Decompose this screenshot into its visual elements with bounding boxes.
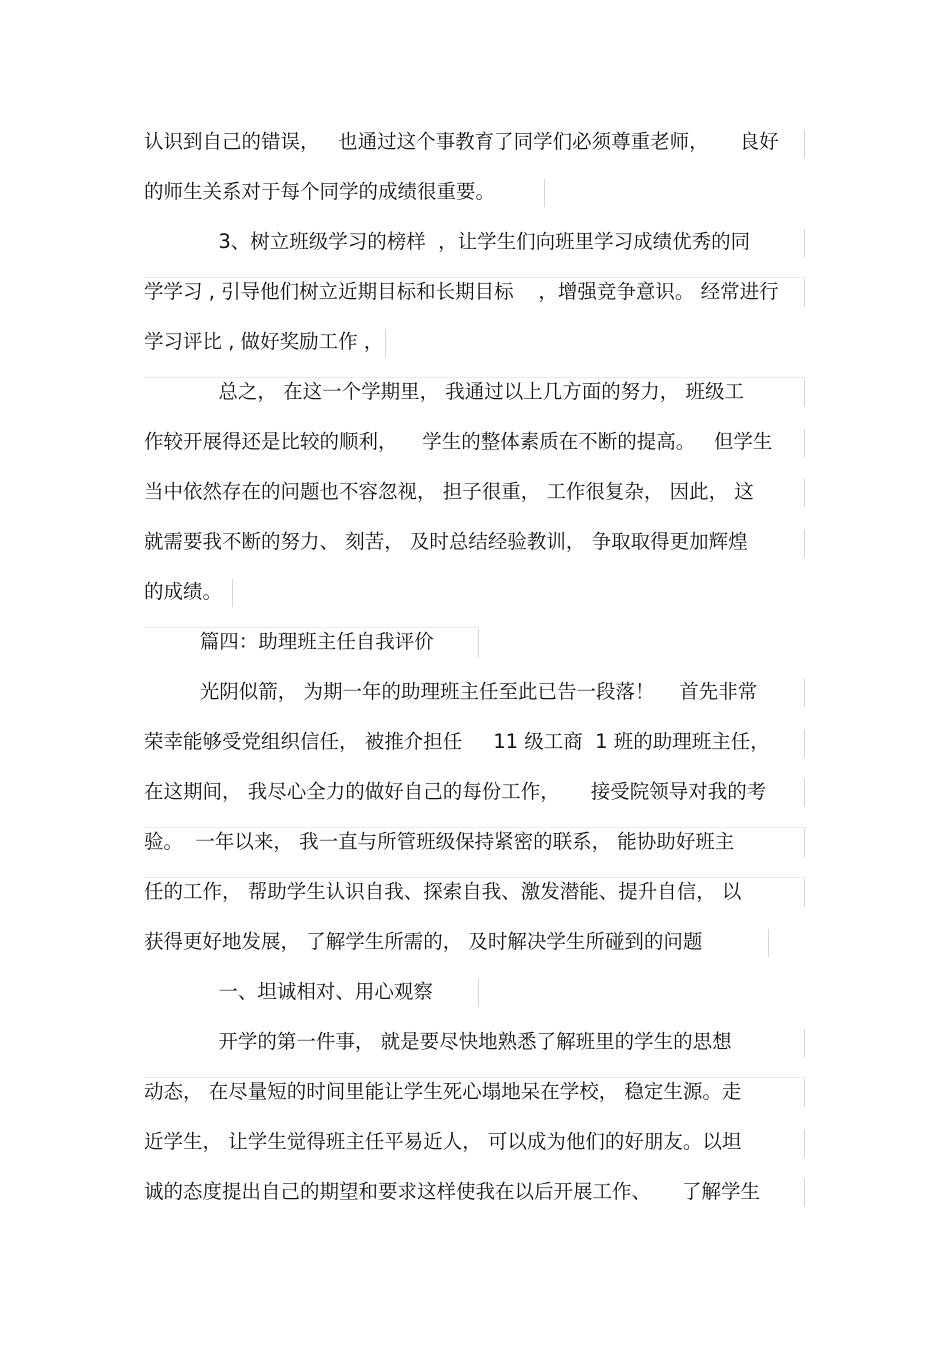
faint-rule [144,377,806,378]
text-line: 荣幸能够受党组织信任， 被推介担任 11 级工商 1 班的助理班主任， [144,730,770,753]
text-line: 学习评比 , 做好奖励工作 ， [144,330,384,353]
text-line: 近学生， 让学生觉得班主任平易近人， 可以成为他们的好朋友。以坦 [144,1130,742,1153]
margin-mark [804,1079,805,1107]
subsection-heading: 一、坦诚相对、用心观察 [144,980,433,1003]
margin-mark [804,229,805,257]
faint-rule [144,277,806,278]
text-line: 验。 一年以来， 我一直与所管班级保持紧密的联系， 能协助好班主 [144,830,735,853]
margin-mark [804,130,805,158]
text-line: 认识到自己的错误， 也通过这个事教育了同学们必须尊重老师， 良好 [144,130,779,153]
text-line: 获得更好地发展， 了解学生所需的， 及时解决学生所碰到的问题 [144,930,703,953]
margin-mark [478,979,479,1007]
margin-mark [804,729,805,757]
margin-mark [544,179,545,207]
margin-mark [232,579,233,607]
margin-mark [804,779,805,807]
text-line: 的师生关系对于每个同学的成绩很重要。 [144,180,496,203]
margin-mark [804,379,805,407]
margin-mark [804,529,805,557]
margin-mark [804,829,805,857]
margin-mark [804,1179,805,1207]
text-line: 开学的第一件事， 就是要尽快地熟悉了解班里的学生的思想 [144,1030,732,1053]
text-line: 学学习 , 引导他们树立近期目标和长期目标 ，增强竞争意识。 经常进行 [144,280,779,303]
text-line: 当中依然存在的问题也不容忽视， 担子很重， 工作很复杂， 因此， 这 [144,480,754,503]
margin-mark [804,279,805,307]
text-line: 在这期间， 我尽心全力的做好自己的每份工作， 接受院领导对我的考 [144,780,767,803]
text-line: 的成绩。 [144,580,223,603]
text-line: 总之， 在这一个学期里， 我通过以上几方面的努力， 班级工 [144,380,744,403]
margin-mark [768,929,769,957]
text-line: 3、树立班级学习的榜样 ，让学生们向班里学习成绩优秀的同 [144,230,751,253]
section-heading: 篇四：助理班主任自我评价 [144,630,434,653]
margin-mark [478,629,479,657]
faint-rule [144,827,806,828]
text-line: 任的工作， 帮助学生认识自我、探索自我、激发潜能、提升自信， 以 [144,880,742,903]
faint-rule [144,627,479,628]
margin-mark [804,479,805,507]
faint-rule [144,1077,806,1078]
text-line: 动态， 在尽量短的时间里能让学生死心塌地呆在学校， 稳定生源。走 [144,1080,742,1103]
margin-mark [804,1029,805,1057]
text-line: 作较开展得还是比较的顺利， 学生的整体素质在不断的提高。 但学生 [144,430,773,453]
faint-rule [144,877,806,878]
margin-mark [804,429,805,457]
margin-mark [804,679,805,707]
text-line: 就需要我不断的努力、 刻苦， 及时总结经验教训， 争取取得更加辉煌 [144,530,748,553]
text-line: 诚的态度提出自己的期望和要求这样使我在以后开展工作、 了解学生 [144,1180,760,1203]
margin-mark [804,879,805,907]
margin-mark [385,329,386,357]
text-line: 光阴似箭， 为期一年的助理班主任至此已告一段落！ 首先非常 [144,680,758,703]
margin-mark [804,1129,805,1157]
